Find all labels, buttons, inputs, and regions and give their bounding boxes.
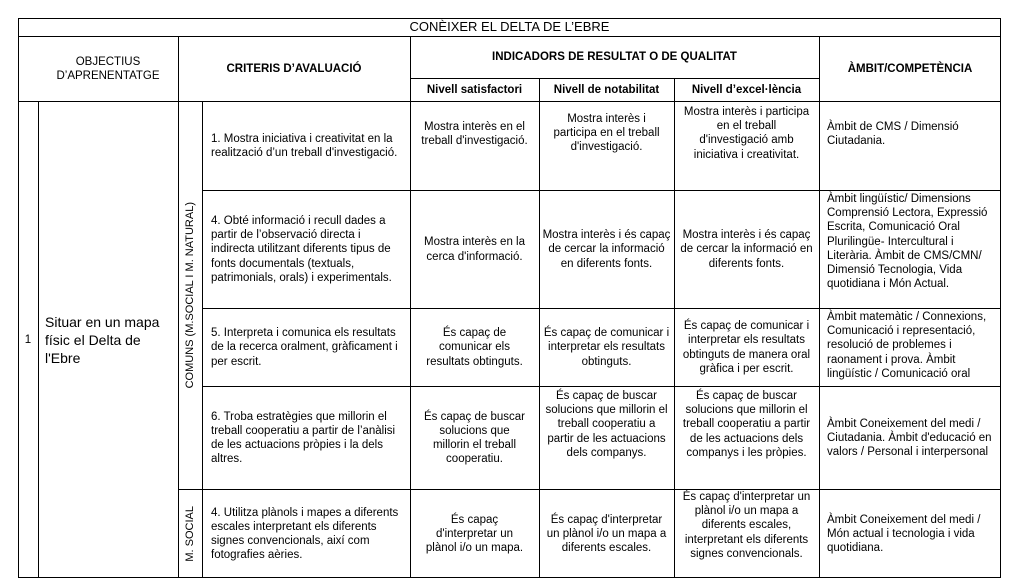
row-1-excellencia: Mostra interès i participa en el treball d'investigació amb iniciativa i creativitat. xyxy=(683,106,810,161)
row-5-notabilitat: És capaç d'interpretar un plànol i/o un mapa a diferents escales. xyxy=(546,513,667,555)
objective-number: 1 xyxy=(24,333,32,346)
header-ambit: ÀMBIT/COMPETÈNCIA xyxy=(847,62,973,75)
row-3-satisfactori: És capaç de comunicar els resultats obtinguts. xyxy=(426,327,523,368)
row-5-ambit: Àmbit Coneixement del medi / Món actual i tecnologia i vida quotidiana. xyxy=(827,513,981,555)
row-1-satisfactori: Mostra interès en el treball d'investigació. xyxy=(421,121,528,148)
header-notabilitat: Nivell de notabilitat xyxy=(553,83,660,96)
objective-text: Situar en un mapa físic el Delta de l'Ebre xyxy=(45,314,160,366)
row-5-criteri: 4. Utilitza plànols i mapes a diferents escales interpretant els diferents signes convencionals, així com fotografies aèries. xyxy=(211,506,399,562)
row-4-criteri: 6. Troba estratègies que millorin el treball cooperatiu a partir de l’anàlisi de les actuacions pròpies i la dels altres. xyxy=(211,410,396,466)
row-4-ambit: Àmbit Coneixement del medi / Ciutadania. Àmbit d'educació en valors / Personal i interpersonal xyxy=(827,417,992,459)
row-5-satisfactori: És capaç d'interpretar un plànol i/o un mapa. xyxy=(425,513,524,555)
row-3-notabilitat: És capaç de comunicar i interpretar els resultats obtinguts. xyxy=(543,327,670,368)
row-5-excellencia: És capaç d'interpretar un plànol i/o un mapa a diferents escales, interpretant els diferents signes convencionals. xyxy=(682,491,811,560)
row-4-excellencia: És capaç de buscar solucions que millorin el treball cooperatiu a partir de les actuacions dels companys i les pròpies. xyxy=(682,390,811,459)
row-1-criteri: 1. Mostra iniciativa i creativitat en la realització d’un treball d'investigació. xyxy=(211,132,398,159)
header-indicadors: INDICADORS DE RESULTAT O DE QUALITAT xyxy=(492,51,737,64)
group-comuns-cell xyxy=(178,102,202,489)
row-3-criteri: 5. Interpreta i comunica els resultats de la recerca oralment, gràficament i per escrit. xyxy=(211,327,398,368)
row-1-ambit: Àmbit de CMS / Dimensió Ciutadania. xyxy=(827,121,959,148)
row-2-notabilitat: Mostra interès i és capaç de cercar la informació en diferents fonts. xyxy=(542,229,671,270)
row-4-satisfactori: És capaç de buscar solucions que millorin el treball cooperatiu. xyxy=(423,410,525,466)
row-2-excellencia: Mostra interès i és capaç de cercar la informació en diferents fonts. xyxy=(680,229,813,270)
group-social-label: M. SOCIAL xyxy=(183,506,196,562)
header-criteris: CRITERIS D’AVALUACIÓ xyxy=(226,62,362,75)
header-objectius: OBJECTIUS D’APRENENTATGE xyxy=(56,55,160,82)
row-3-ambit: Àmbit matemàtic / Connexions, Comunicació i representació, resolució de problemes i raonament i prova. Àmbit lingüístic / Comunicació oral xyxy=(827,311,987,380)
table-title: CONÈIXER EL DELTA DE L’EBRE xyxy=(409,19,610,35)
row-4-notabilitat: És capaç de buscar solucions que millorin el treball cooperatiu a partir de les actuacions dels companys. xyxy=(545,390,668,459)
header-excellencia: Nivell d’excel·lència xyxy=(691,83,802,96)
row-1-notabilitat: Mostra interès i participa en el treball d'investigació. xyxy=(553,113,660,154)
row-2-criteri: 4. Obté informació i recull dades a partir de l’observació directa i indirecta utilitzant diferents tipus de fonts documentals (textuals, patrimonials, orals) i experimentals. xyxy=(211,214,392,284)
group-comuns-label: COMUNS (M.SOCIAL I M. NATURAL) xyxy=(183,202,196,389)
evaluation-table xyxy=(18,18,1001,578)
group-social-cell xyxy=(178,490,202,578)
header-satisfactori: Nivell satisfactori xyxy=(426,83,523,96)
row-2-ambit: Àmbit lingüístic/ Dimensions Comprensió Lectora, Expressió Escrita, Comunicació Oral Plurilingüe- Intercultural i Literària. Àmbit de CMS/CMN/ Dimensió Tecnologia, Vida quotidiana i Món Actual. xyxy=(827,193,988,291)
row-2-satisfactori: Mostra interès en la cerca d'informació. xyxy=(424,236,525,263)
row-3-excellencia: És capaç de comunicar i interpretar els resultats obtinguts de manera oral gràfica i per escrit. xyxy=(682,320,811,375)
